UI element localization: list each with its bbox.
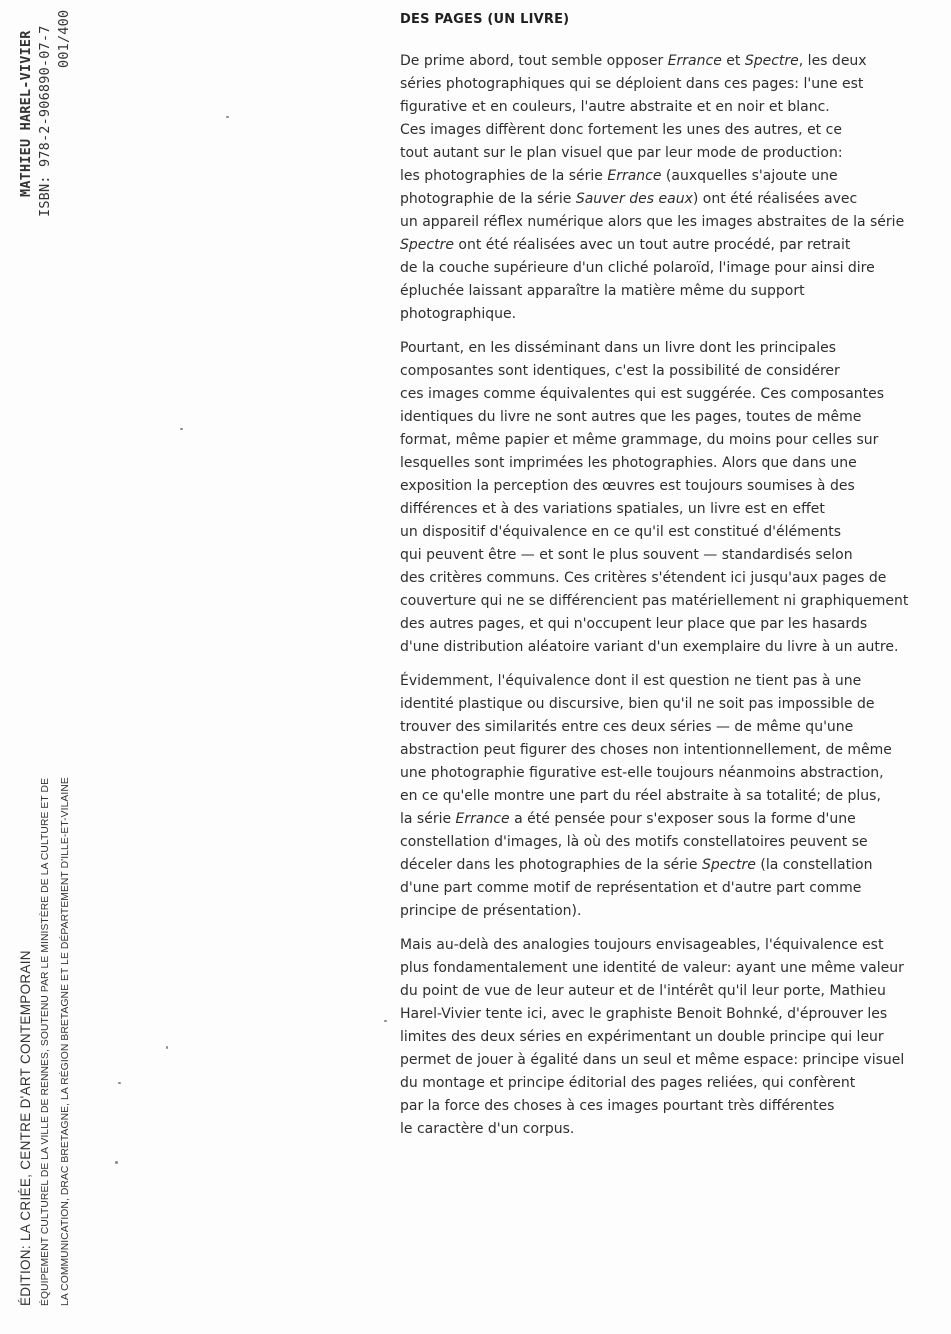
- text-line: [400, 73, 951, 96]
- text-segment: un dispositif d'équivalence en ce qu'il est constitué d'éléments: [400, 524, 842, 540]
- text-segment: (la constellation: [755, 857, 873, 873]
- text-segment: limites des deux séries en expérimentant un double principe qui leur: [400, 1029, 884, 1045]
- text-line: [400, 1049, 951, 1072]
- article: [400, 8, 951, 1152]
- series-title: Spectre: [701, 857, 756, 873]
- scan-speck: [166, 1046, 168, 1049]
- support-credit-line-1: ÉQUIPEMENT CULTUREL DE LA VILLE DE RENNES, SOUTENU PAR LE MINISTÈRE DE LA CULTURE ET DE: [40, 777, 51, 1306]
- text-line: [400, 831, 951, 854]
- text-segment: différences et à des variations spatiales, un livre est en effet: [400, 501, 825, 517]
- scan-speck: [384, 1020, 387, 1022]
- edition-credit: ÉDITION: LA CRIÉE, CENTRE D'ART CONTEMPORAIN: [18, 950, 33, 1306]
- paragraph-3: [400, 670, 951, 923]
- text-line: [400, 211, 951, 234]
- text-line: [400, 808, 951, 831]
- text-line: [400, 188, 951, 211]
- text-segment: ) ont été réalisées avec: [692, 191, 858, 207]
- text-segment: du montage et principe éditorial des pages reliées, qui confèrent: [400, 1075, 856, 1091]
- text-segment: le caractère d'un corpus.: [400, 1121, 575, 1137]
- text-segment: déceler dans les photographies de la série: [400, 857, 702, 873]
- text-segment: abstraction peut figurer des choses non intentionnellement, de même: [400, 742, 892, 758]
- text-line: [400, 636, 951, 659]
- text-line: [400, 119, 951, 142]
- author-name: MATHIEU HAREL-VIVIER: [18, 30, 34, 197]
- text-line: [400, 877, 951, 900]
- series-title: Sauver des eaux: [575, 191, 693, 207]
- text-line: [400, 475, 951, 498]
- text-segment: et: [721, 53, 745, 69]
- text-segment: figurative et en couleurs, l'autre abstraite et en noir et blanc.: [400, 99, 830, 115]
- text-line: [400, 142, 951, 165]
- text-line: [400, 1095, 951, 1118]
- text-segment: ont été réalisées avec un tout autre procédé, par retrait: [453, 237, 851, 253]
- support-credit-line-2: LA COMMUNICATION, DRAC BRETAGNE, LA RÉGION BRETAGNE ET LE DÉPARTEMENT D'ILLE-ET-VILAINE: [60, 777, 71, 1306]
- series-title: Errance: [455, 811, 510, 827]
- text-segment: un appareil réflex numérique alors que les images abstraites de la série: [400, 214, 905, 230]
- text-line: [400, 762, 951, 785]
- text-line: [400, 693, 951, 716]
- text-line: [400, 337, 951, 360]
- text-line: [400, 383, 951, 406]
- paragraph-1: [400, 50, 951, 326]
- text-line: [400, 567, 951, 590]
- text-segment: format, même papier et même grammage, du moins pour celles sur: [400, 432, 879, 448]
- text-line: [400, 980, 951, 1003]
- text-line: [400, 739, 951, 762]
- series-title: Spectre: [744, 53, 799, 69]
- text-segment: constellation d'images, là où des motifs constellatoires peuvent se: [400, 834, 868, 850]
- text-line: [400, 360, 951, 383]
- text-segment: de la couche supérieure d'un cliché polaroïd, l'image pour ainsi dire: [400, 260, 875, 276]
- scan-speck: [180, 428, 183, 430]
- text-line: [400, 50, 951, 73]
- text-segment: par la force des choses à ces images pourtant très différentes: [400, 1098, 835, 1114]
- text-segment: qui peuvent être — et sont le plus souvent — standardisés selon: [400, 547, 853, 563]
- text-segment: une photographie figurative est-elle toujours néanmoins abstraction,: [400, 765, 884, 781]
- text-line: [400, 590, 951, 613]
- text-segment: identiques du livre ne sont autres que les pages, toutes de même: [400, 409, 862, 425]
- scan-speck: [118, 1082, 121, 1084]
- text-segment: Harel-Vivier tente ici, avec le graphiste Benoit Bohnké, d'éprouver les: [400, 1006, 888, 1022]
- text-line: [400, 670, 951, 693]
- text-line: [400, 1072, 951, 1095]
- text-segment: Évidemment, l'équivalence dont il est question ne tient pas à une: [400, 673, 862, 689]
- text-segment: permet de jouer à égalité dans un seul et même espace: principe visuel: [400, 1052, 905, 1068]
- scan-speck: [226, 116, 229, 118]
- text-line: [400, 613, 951, 636]
- text-segment: composantes sont identiques, c'est la possibilité de considérer: [400, 363, 840, 379]
- text-segment: d'une distribution aléatoire variant d'un exemplaire du livre à un autre.: [400, 639, 899, 655]
- text-line: [400, 452, 951, 475]
- text-segment: plus fondamentalement une identité de valeur: ayant une même valeur: [400, 960, 904, 976]
- text-line: [400, 900, 951, 923]
- text-line: [400, 934, 951, 957]
- paragraph-4: [400, 934, 951, 1141]
- text-segment: lesquelles sont imprimées les photographies. Alors que dans une: [400, 455, 857, 471]
- paragraph-2: [400, 337, 951, 659]
- text-segment: Pourtant, en les disséminant dans un livre dont les principales: [400, 340, 837, 356]
- text-segment: des critères communs. Ces critères s'étendent ici jusqu'aux pages de: [400, 570, 887, 586]
- text-segment: identité plastique ou discursive, bien qu'il ne soit pas impossible de: [400, 696, 875, 712]
- text-line: [400, 257, 951, 280]
- text-segment: du point de vue de leur auteur et de l'intérêt qu'il leur porte, Mathieu: [400, 983, 886, 999]
- text-line: [400, 1003, 951, 1026]
- text-segment: photographique.: [400, 306, 517, 322]
- series-title: Errance: [667, 53, 722, 69]
- text-segment: ces images comme équivalentes qui est suggérée. Ces composantes: [400, 386, 885, 402]
- text-segment: Mais au-delà des analogies toujours envisageables, l'équivalence est: [400, 937, 884, 953]
- text-segment: Ces images diffèrent donc fortement les unes des autres, et ce: [400, 122, 842, 138]
- text-segment: épluchée laissant apparaître la matière même du support: [400, 283, 805, 299]
- text-segment: en ce qu'elle montre une part du réel abstraite à sa totalité; de plus,: [400, 788, 881, 804]
- text-segment: , les deux: [798, 53, 867, 69]
- text-line: [400, 96, 951, 119]
- edition-number: 001/400: [56, 9, 72, 68]
- text-line: [400, 165, 951, 188]
- text-segment: des autres pages, et qui n'occupent leur place que par les hasards: [400, 616, 868, 632]
- text-segment: a été pensée pour s'exposer sous la forme d'une: [509, 811, 856, 827]
- scan-speck: [115, 1161, 118, 1164]
- text-line: [400, 234, 951, 257]
- text-line: [400, 1118, 951, 1141]
- text-line: [400, 498, 951, 521]
- series-title: Errance: [607, 168, 662, 184]
- text-segment: De prime abord, tout semble opposer: [400, 53, 668, 69]
- text-line: [400, 716, 951, 739]
- text-segment: couverture qui ne se différencient pas matériellement ni graphiquement: [400, 593, 909, 609]
- text-segment: (auxquelles s'ajoute une: [661, 168, 838, 184]
- series-title: Spectre: [400, 237, 454, 253]
- text-segment: photographie de la série: [400, 191, 576, 207]
- text-segment: tout autant sur le plan visuel que par leur mode de production:: [400, 145, 843, 161]
- text-line: [400, 1026, 951, 1049]
- text-line: [400, 280, 951, 303]
- text-line: [400, 957, 951, 980]
- isbn: ISBN: 978-2-906890-07-7: [37, 25, 53, 217]
- text-segment: les photographies de la série: [400, 168, 608, 184]
- text-segment: exposition la perception des œuvres est toujours soumises à des: [400, 478, 855, 494]
- text-segment: d'une part comme motif de représentation et d'autre part comme: [400, 880, 862, 896]
- text-segment: la série: [400, 811, 456, 827]
- text-line: [400, 303, 951, 326]
- text-line: [400, 429, 951, 452]
- text-line: [400, 785, 951, 808]
- text-line: [400, 544, 951, 567]
- text-line: [400, 406, 951, 429]
- text-segment: trouver des similarités entre ces deux séries — de même qu'une: [400, 719, 854, 735]
- text-line: [400, 521, 951, 544]
- text-line: [400, 854, 951, 877]
- text-segment: séries photographiques qui se déploient dans ces pages: l'une est: [400, 76, 864, 92]
- article-title: DES PAGES (UN LIVRE): [400, 12, 570, 27]
- text-segment: principe de présentation).: [400, 903, 582, 919]
